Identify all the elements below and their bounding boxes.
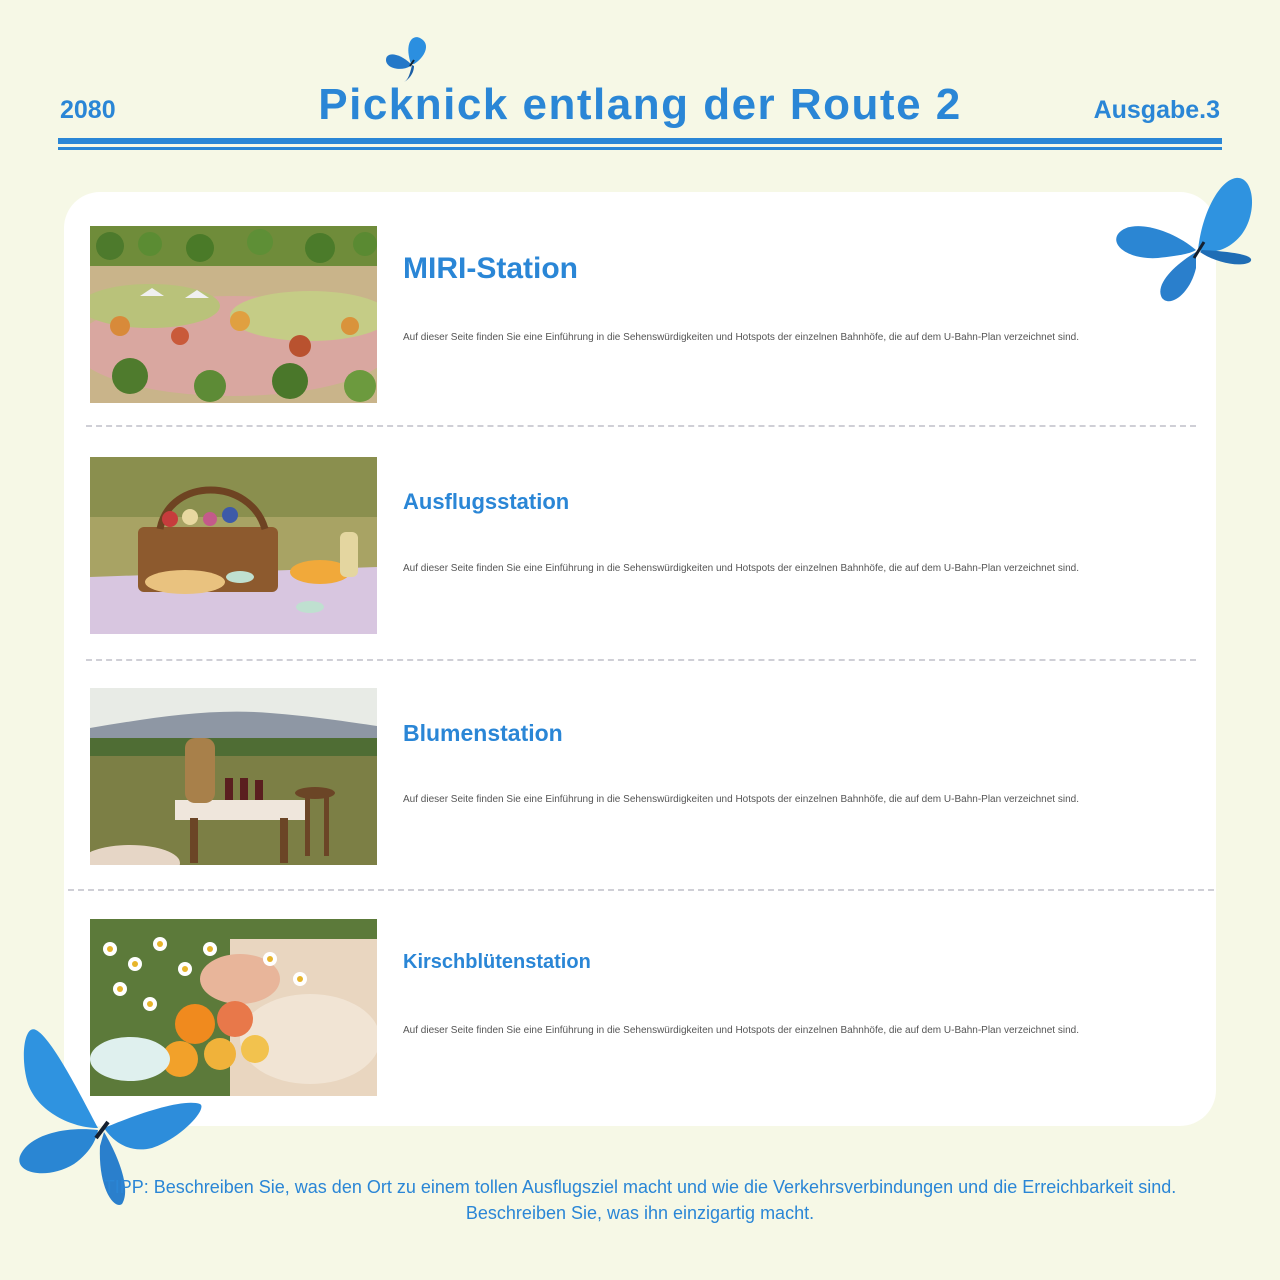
tip-line-2: Beschreiben Sie, was ihn einzigartig macht.: [465, 1203, 815, 1223]
butterfly-icon: [384, 34, 440, 84]
page-title: Picknick entlang der Route 2: [318, 80, 962, 129]
station-item[interactable]: [64, 688, 1216, 865]
station-description: Auf dieser Seite finden Sie eine Einführung in die Sehenswürdigkeiten und Hotspots der einzelnen Bahnhöfe, die auf dem U-Bahn-Plan verzeichnet sind.: [403, 794, 1079, 805]
divider: [86, 425, 1196, 427]
butterfly-icon: [1110, 172, 1260, 308]
page-header: [0, 0, 1280, 160]
station-item[interactable]: [64, 457, 1216, 634]
header-rule-thin: [58, 147, 1222, 150]
header-rule: [58, 138, 1222, 144]
divider: [86, 659, 1196, 661]
station-title: Kirschblütenstation: [403, 951, 591, 973]
station-title: Ausflugsstation: [403, 489, 570, 514]
tip-text: [40, 1174, 1240, 1226]
edition-year: 2080: [60, 96, 116, 124]
divider: [68, 889, 1214, 891]
meadow-table-photo: [90, 688, 377, 865]
stations-card: [64, 192, 1216, 1126]
tip-line-1: TIPP: Beschreiben Sie, was den Ort zu einem tollen Ausflugsziel macht und wie die Verkehrsverbindungen und die Erreichbarkeit sind.: [103, 1177, 1177, 1197]
issue-number: Ausgabe.3: [1093, 96, 1220, 124]
park-aerial-photo: [90, 226, 377, 403]
station-description: Auf dieser Seite finden Sie eine Einführung in die Sehenswürdigkeiten und Hotspots der einzelnen Bahnhöfe, die auf dem U-Bahn-Plan verzeichnet sind.: [403, 332, 1079, 343]
station-title: MIRI-Station: [403, 252, 578, 285]
station-description: Auf dieser Seite finden Sie eine Einführung in die Sehenswürdigkeiten und Hotspots der einzelnen Bahnhöfe, die auf dem U-Bahn-Plan verzeichnet sind.: [403, 563, 1079, 574]
station-title: Blumenstation: [403, 720, 563, 746]
station-description: Auf dieser Seite finden Sie eine Einführung in die Sehenswürdigkeiten und Hotspots der einzelnen Bahnhöfe, die auf dem U-Bahn-Plan verzeichnet sind.: [403, 1025, 1079, 1036]
station-item[interactable]: [64, 226, 1216, 403]
picnic-basket-photo: [90, 457, 377, 634]
station-item[interactable]: [64, 919, 1216, 1096]
